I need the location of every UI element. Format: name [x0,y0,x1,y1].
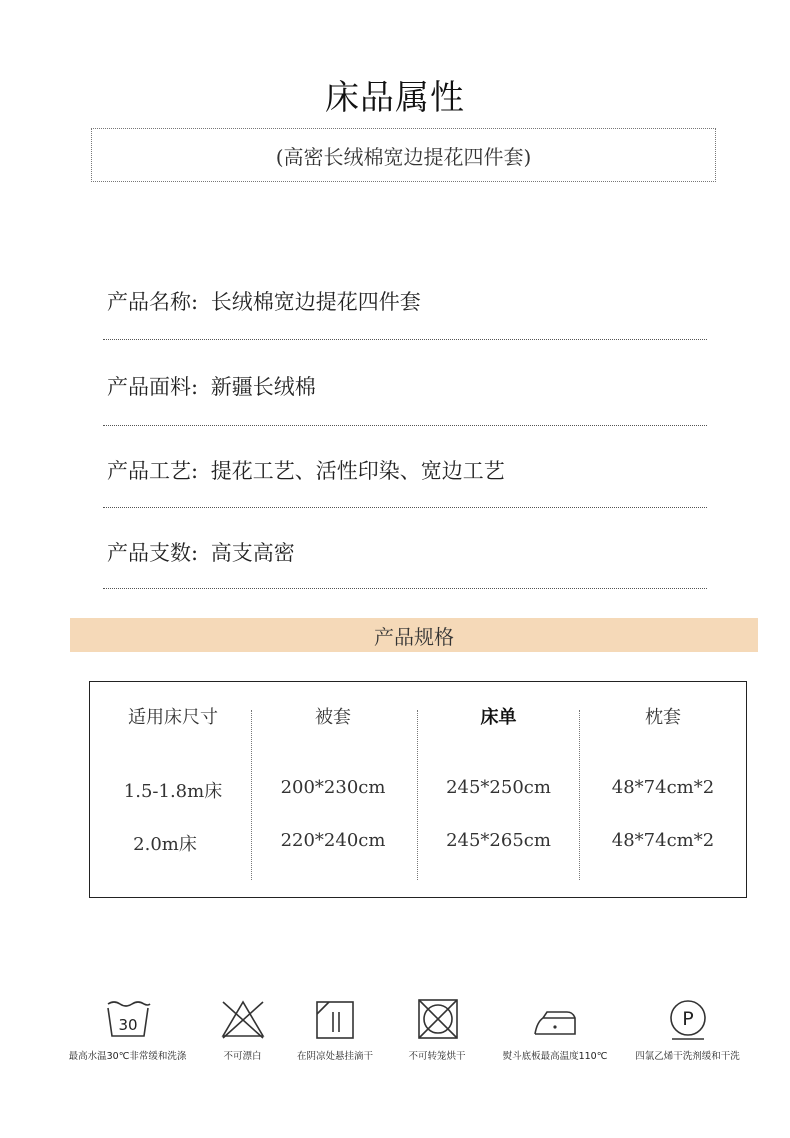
dry-clean-letter: P [681,1008,694,1030]
wash-temperature: 30 [117,1016,138,1034]
shade-drip-dry-icon [311,998,359,1040]
table-header-bed-size: 适用床尺寸 [128,707,218,728]
column-divider [417,710,418,880]
attribute-label: 产品支数: [107,541,199,565]
page-title: 床品属性 [325,78,465,118]
table-cell: 245*265cm [446,830,551,851]
attribute-value: 长绒棉宽边提花四件套 [210,290,421,314]
no-tumble-dry-icon [413,998,461,1040]
column-divider [251,710,252,880]
table-cell: 220*240cm [280,830,386,851]
table-header-duvet: 被套 [315,707,351,728]
care-item-drip-dry [285,998,385,1062]
care-label: 在阴凉处悬挂滴干 [296,1051,373,1062]
spec-section-header [70,618,758,652]
care-label: 最高水温30℃非常缓和洗涤 [68,1051,187,1062]
subtitle: (高密长绒棉宽边提花四件套) [275,144,532,169]
table-cell: 2.0m床 [133,834,197,855]
attribute-divider [103,507,707,508]
spec-title: 产品规格 [374,624,454,649]
spec-table [89,681,747,898]
attribute-row-name [107,286,707,316]
table-cell: 48*74cm*2 [611,777,715,798]
attribute-row-thread-count [107,537,707,567]
attribute-label: 产品名称: [107,290,199,314]
care-label: 四氯乙烯干洗剂缓和干洗 [635,1051,740,1062]
care-item-iron [490,998,620,1062]
iron-icon [531,998,579,1040]
table-cell: 48*74cm*2 [611,830,715,851]
attribute-value: 提花工艺、活性印染、宽边工艺 [210,459,505,483]
dry-clean-p-icon [664,998,712,1040]
attribute-label: 产品面料: [107,375,199,399]
table-cell: 245*250cm [446,777,551,798]
table-cell: 200*230cm [280,777,386,798]
care-label: 熨斗底板最高温度110℃ [502,1051,608,1062]
subtitle-box [91,128,716,182]
attribute-divider [103,588,707,589]
table-cell: 1.5-1.8m床 [123,781,223,802]
care-item-no-bleach [205,998,280,1062]
care-item-dry-clean [625,998,750,1062]
attribute-row-fabric [107,371,707,401]
attribute-divider [103,339,707,340]
table-header-sheet: 床单 [480,707,517,728]
attribute-value: 高支高密 [210,541,295,565]
care-label: 不可漂白 [223,1051,262,1062]
wash-30-icon [104,998,152,1040]
column-divider [579,710,580,880]
attribute-divider [103,425,707,426]
care-item-no-tumble [392,998,482,1062]
table-header-pillowcase: 枕套 [645,707,681,728]
attribute-row-craft [107,455,707,485]
care-label: 不可转笼烘干 [408,1051,466,1062]
care-item-wash [55,998,200,1062]
attribute-value: 新疆长绒棉 [210,375,316,399]
attribute-label: 产品工艺: [107,459,199,483]
no-bleach-icon [219,998,267,1040]
